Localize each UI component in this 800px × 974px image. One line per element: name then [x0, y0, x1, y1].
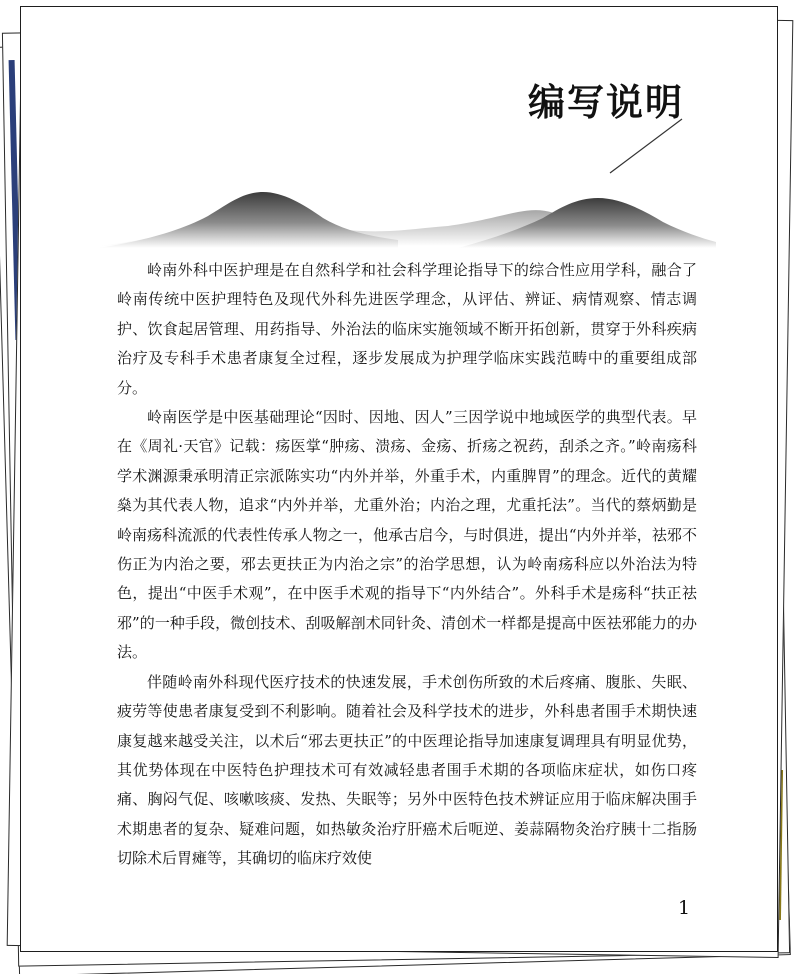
- paragraph: 岭南医学是中医基础理论“因时、因地、因人”三因学说中地域医学的典型代表。早在《周礼·天官》记载：疡医掌“肿疡、溃疡、金疡、折疡之祝药，刮杀之齐。”岭南疡科学术渊源秉承明清正宗派陈实功“内外并举，外重手术，内重脾胃”的理念。近代的黄耀燊为其代表人物，追求“内外并举，尤重外治；内治之理，尤重托法”。当代的蔡炳勤是岭南疡科流派的代表性传承人物之一，他承古启今，与时俱进，提出“内外并举，祛邪不伤正为内治之要，邪去更扶正为内治之宗”的治学思想，认为岭南疡科应以外治法为特色，提出“中医手术观”，在中医手术观的指导下“内外结合”。外科手术是疡科“扶正祛邪”的一种手段，微创技术、刮吸解剖术同针灸、清创术一样都是提高中医祛邪能力的办法。: [117, 408, 697, 662]
- page-title: 编写说明: [528, 80, 684, 124]
- ink-mountain-illustration: [98, 182, 716, 248]
- paragraph: 岭南外科中医护理是在自然科学和社会科学理论指导下的综合性应用学科，融合了岭南传统中医护理特色及现代外科先进医学理念，从评估、辨证、病情观察、情志调护、饮食起居管理、用药指导、外治法的临床实施领域不断开拓创新，贯穿于外科疾病治疗及专科手术患者康复全过程，逐步发展成为护理学临床实践范畴中的重要组成部分。: [117, 261, 697, 397]
- mountain-ridge-left: [98, 192, 398, 248]
- preface-body: [117, 256, 697, 874]
- title-diagonal-rule: [606, 117, 686, 177]
- paragraph: 伴随岭南外科现代医疗技术的快速发展，手术创伤所致的术后疼痛、腹胀、失眠、疲劳等使患者康复受到不利影响。随着社会及科学技术的进步，外科患者围手术期快速康复越来越受关注，以术后“邪去更扶正”的中医理论指导加速康复调理具有明显优势，其优势体现在中医特色护理技术可有效减轻患者围手术期的各项临床症状，如伤口疼痛、胸闷气促、咳嗽咳痰、发热、失眠等；另外中医特色技术辨证应用于临床解决围手术期患者的复杂、疑难问题，如热敏灸治疗肝癌术后呃逆、姜蒜隔物灸治疗胰十二指肠切除术后胃瘫等，其确切的临床疗效使: [117, 672, 697, 868]
- page-number: 1: [678, 897, 691, 919]
